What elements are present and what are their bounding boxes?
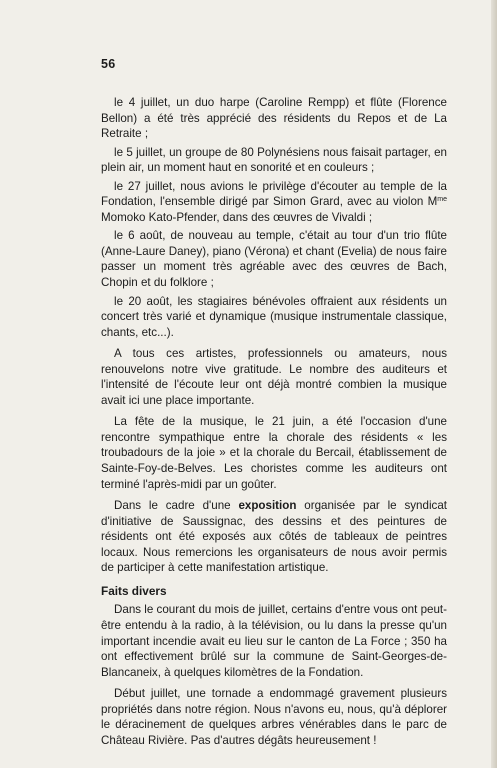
paragraph-text-after: Momoko Kato-Pfender, dans des œuvres de Vivaldi ;	[101, 210, 373, 224]
paragraph-concert-stagiaires: le 20 août, les stagiaires bénévoles offraient aux résidents un concert très varié et dynamique (musique instrumentale classique, chants, etc...).	[101, 294, 447, 339]
page-number: 56	[101, 57, 116, 71]
paragraph-fete-musique: La fête de la musique, le 21 juin, a été l'occasion d'une rencontre sympathique entre la chorale des résidents « les troubadours de la joie » et la chorale du Bercail, établissement de Sainte-Foy-de-Belves. Les choristes comme les auditeurs ont terminé l'après-midi par un goûter.	[101, 415, 447, 491]
paragraph-concert-polynesians: le 5 juillet, un groupe de 80 Polynésiens nous faisait partager, en plein air, un moment haut en sonorité et en couleurs ;	[101, 145, 447, 175]
paragraph-concert-harp-flute: le 4 juillet, un duo harpe (Caroline Rempp) et flûte (Florence Bellon) a été très apprécié des résidents du Repos et de La Retraite ;	[101, 96, 447, 141]
paragraph-gratitude: A tous ces artistes, professionnels ou amateurs, nous renouvelons notre vive gratitude. Le nombre des auditeurs et l'intensité de l'écoute leur ont déjà montré combien la musique avait ici une place importante.	[101, 347, 447, 407]
paragraph-text-before: le 27 juillet, nous avions le privilège d'écouter au temple de la Fondation, l'ensemble dirigé par Simon Grard, avec au violon M	[101, 179, 447, 209]
paragraph-concert-trio: le 6 août, de nouveau au temple, c'était au tour d'un trio flûte (Anne-Laure Daney), piano (Vérona) et chant (Evelia) de nous faire passer un moment très agréable avec des œuvres de Bach, Chopin et du folklore ;	[101, 229, 447, 290]
paragraph-text-before: Dans le cadre d'une	[114, 499, 239, 513]
emphasis-exposition: exposition	[238, 499, 297, 513]
paragraph-incendie: Dans le courant du mois de juillet, certains d'entre vous ont peut-être entendu à la radio, à la télévision, ou lu dans la presse qu'un important incendie avait eu lieu sur le canton de La Force ; 350 ha ont effectivement brûlé sur la commune de Saint-Georges-de-Blancaneix, à quelques kilomètres de la Fondation.	[101, 603, 447, 679]
paragraph-exposition	[101, 498, 447, 576]
paragraph-concert-temple-vivaldi	[101, 179, 447, 226]
paragraph-tornade: Début juillet, une tornade a endommagé gravement plusieurs propriétés dans notre région. Nous n'avons eu, nous, qu'à déplorer le déracinement de quelques arbres vénérables dans le parc de Château Rivière. Pas d'autres dégâts heureusement !	[101, 687, 447, 747]
text-column	[101, 95, 447, 751]
section-heading-faits-divers: Faits divers	[101, 583, 167, 598]
paragraph-text-after: organisée par le syndicat d'initiative de Saussignac, des dessins et des peintures de résidents ont été exposés aux côtés de tableaux de peintres locaux. Nous remercions les organisateurs de nous avoir permis de participer à cette manifestation artistique.	[101, 499, 447, 575]
title-superscript: me	[437, 196, 447, 204]
page-edge	[491, 0, 497, 768]
